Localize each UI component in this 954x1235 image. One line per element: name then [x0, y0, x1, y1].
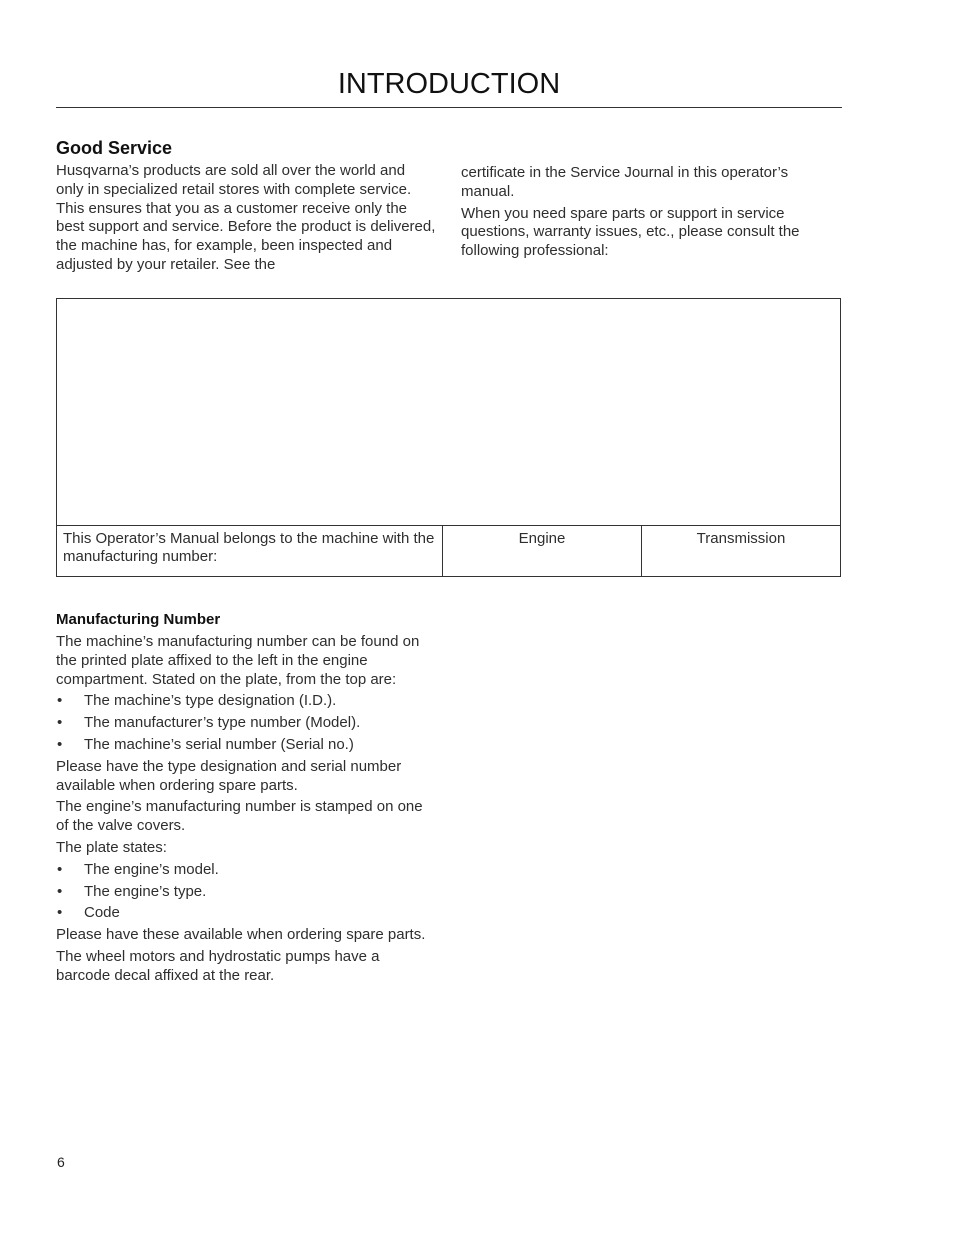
- list-item: [56, 714, 436, 733]
- available-parts-paragraph: Please have these available when ordering spare parts.: [56, 926, 426, 944]
- engine-number-paragraph: The engine’s manufacturing number is stamped on one of the valve covers.: [56, 798, 423, 835]
- list-item-text: The machine’s type designation (I.D.).: [84, 692, 337, 710]
- bullet-icon: •: [57, 882, 63, 900]
- plate-items-list: [56, 692, 436, 754]
- list-item: [56, 692, 436, 711]
- transmission-cell: Transmission: [696, 530, 786, 547]
- page-title: INTRODUCTION: [337, 68, 561, 100]
- engine-items-list: [56, 861, 436, 923]
- dealer-stamp-area: [57, 299, 840, 525]
- order-parts-paragraph: Please have the type designation and serial number available when ordering spare parts.: [56, 757, 402, 794]
- list-item: [56, 861, 436, 880]
- bullet-icon: •: [57, 714, 63, 732]
- list-item: [56, 736, 436, 755]
- dealer-info-box: [56, 298, 841, 577]
- manufacturing-number-body: [56, 633, 436, 989]
- good-service-left-column: [56, 162, 436, 278]
- list-item: [56, 883, 436, 902]
- consult-professional-paragraph: When you need spare parts or support in service questions, warranty issues, etc., please consult the following professional:: [461, 204, 800, 260]
- bullet-icon: •: [57, 692, 63, 710]
- bullet-icon: •: [57, 904, 63, 922]
- manual-belongs-cell: This Operator’s Manual belongs to the machine with the manufacturing number:: [57, 526, 443, 577]
- list-item-text: The engine’s type.: [84, 882, 207, 900]
- list-item-text: The machine’s serial number (Serial no.): [84, 735, 354, 753]
- plate-location-paragraph: The machine’s manufacturing number can be found on the printed plate affixed to the left in the engine compartment. Stated on the plate, from the top are:: [56, 633, 420, 688]
- engine-cell: Engine: [443, 526, 642, 577]
- list-item-text: Code: [84, 904, 120, 922]
- list-item-text: The manufacturer’s type number (Model).: [84, 714, 361, 732]
- good-service-paragraph: Husqvarna’s products are sold all over the world and only in specialized retail stores with complete service. This ensures that you as a customer receive only the best support and service. Before the product is delivered, the machine has, for example, been inspected and adjusted by your retailer. See the: [56, 162, 436, 273]
- good-service-right-column: [461, 164, 831, 264]
- plate-states-paragraph: The plate states:: [56, 838, 167, 856]
- page-number: 6: [57, 1154, 65, 1170]
- list-item: [56, 904, 436, 923]
- bullet-icon: •: [57, 860, 63, 878]
- title-divider: [56, 107, 842, 108]
- manufacturing-number-heading: Manufacturing Number: [56, 611, 221, 628]
- barcode-decal-paragraph: The wheel motors and hydrostatic pumps have a barcode decal affixed at the rear.: [56, 947, 380, 984]
- bullet-icon: •: [57, 735, 63, 753]
- good-service-heading: Good Service: [56, 138, 173, 158]
- service-journal-paragraph: certificate in the Service Journal in this operator’s manual.: [461, 164, 789, 200]
- list-item-text: The engine’s model.: [84, 860, 219, 878]
- manufacturing-number-row: [57, 525, 840, 577]
